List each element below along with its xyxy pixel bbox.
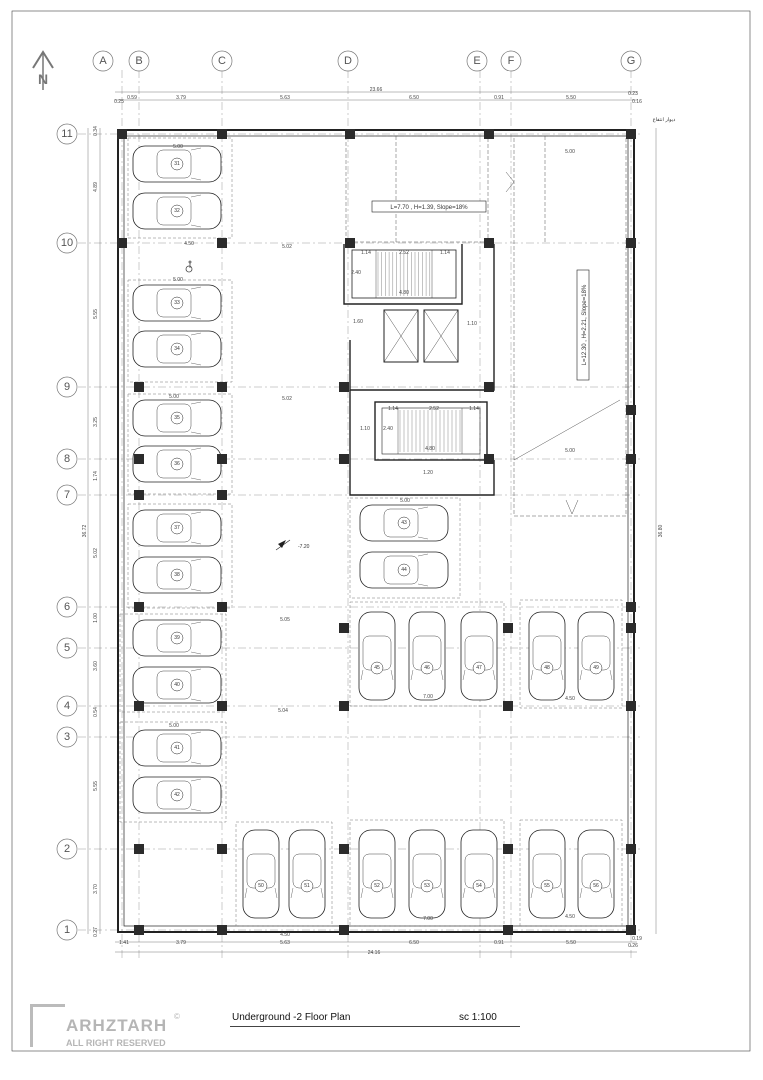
- parked-car: [578, 830, 614, 918]
- dim-bottom-segment: 5.63: [280, 940, 290, 946]
- dim-left-total: 36.72: [82, 524, 88, 538]
- parked-car: [133, 331, 221, 367]
- structural-column: [339, 925, 349, 935]
- structural-column: [217, 490, 227, 500]
- parked-car: [133, 400, 221, 436]
- grid-row-label: 8: [63, 453, 71, 465]
- inner-dimension: 1.14: [469, 406, 479, 412]
- structural-column: [134, 454, 144, 464]
- drawing-scale: sc 1:100: [459, 1012, 497, 1023]
- grid-column-label: A: [99, 55, 107, 67]
- dim-bottom-segment: 5.50: [566, 940, 576, 946]
- logo-copyright: ©: [174, 1012, 180, 1021]
- structural-column: [134, 925, 144, 935]
- dim-left-segment: 3.70: [93, 884, 99, 894]
- inner-dimension: 2.40: [351, 270, 361, 276]
- structural-column: [217, 844, 227, 854]
- inner-dimension: 4.50: [280, 932, 290, 938]
- slot-number: 48: [544, 665, 550, 671]
- inner-dimension: 1.14: [388, 406, 398, 412]
- ramp-1: [346, 136, 514, 242]
- title-underline: [230, 1026, 520, 1027]
- grid-row-label: 9: [63, 381, 71, 393]
- dim-top-segment: 6.50: [409, 95, 419, 101]
- grid-column-bubbles: [93, 51, 641, 71]
- grid-column-label: C: [218, 55, 226, 67]
- parked-car: [133, 557, 221, 593]
- parked-car: [133, 510, 221, 546]
- structural-column: [217, 129, 227, 139]
- structural-column: [503, 623, 513, 633]
- slot-number: 53: [424, 883, 430, 889]
- dim-top-segment: 3.79: [176, 95, 186, 101]
- inner-dimension: 7.00: [423, 916, 433, 922]
- parked-car: [360, 505, 448, 541]
- grid-column-label: E: [473, 55, 481, 67]
- dim-left-segment: 5.02: [93, 548, 99, 558]
- structural-column: [134, 382, 144, 392]
- dim-left-segment: 1.00: [93, 613, 99, 623]
- dim-left-segment: 0.34: [93, 126, 99, 136]
- dim-top-segment: 5.50: [566, 95, 576, 101]
- slot-number: 50: [258, 883, 264, 889]
- inner-dimension: 2.52: [399, 250, 409, 256]
- slot-number: 40: [174, 682, 180, 688]
- parked-car: [133, 730, 221, 766]
- structural-column: [339, 382, 349, 392]
- dim-top-total: 23.66: [369, 87, 383, 93]
- grid-row-bubbles: [57, 124, 77, 940]
- slot-number: 43: [401, 520, 407, 526]
- parked-car: [133, 620, 221, 656]
- inner-dimension: 5.02: [282, 396, 292, 402]
- parked-car: [409, 612, 445, 700]
- grid-column-label: D: [344, 55, 352, 67]
- inner-dimension: 5.00: [169, 394, 179, 400]
- inner-dimension: 5.04: [278, 708, 288, 714]
- dim-bottom-segment: 0.19: [632, 936, 642, 942]
- drawing-title: Underground -2 Floor Plan: [232, 1012, 351, 1023]
- structural-column: [503, 925, 513, 935]
- grid-row-label: 10: [60, 237, 74, 249]
- inner-dimension: 4.50: [184, 241, 194, 247]
- dim-top-segment: 0.16: [632, 99, 642, 105]
- inner-dimension: 5.00: [565, 149, 575, 155]
- inner-dimension: 2.52: [429, 406, 439, 412]
- dim-top-segment: 0.59: [127, 95, 137, 101]
- inner-dimension: 5.05: [280, 617, 290, 623]
- parked-car: [461, 612, 497, 700]
- structural-column: [484, 382, 494, 392]
- dim-left-segment: 4.89: [93, 182, 99, 192]
- structural-column: [117, 129, 127, 139]
- grid-row-label: 3: [63, 731, 71, 743]
- grid-column-label: G: [626, 55, 636, 67]
- parked-car: [243, 830, 279, 918]
- slot-number: 37: [174, 525, 180, 531]
- structural-column: [217, 382, 227, 392]
- inner-dimension: 2.40: [383, 426, 393, 432]
- dim-bottom-segment: 3.79: [176, 940, 186, 946]
- inner-dimension: 5.00: [173, 277, 183, 283]
- structural-column: [503, 844, 513, 854]
- slot-number: 34: [174, 346, 180, 352]
- parked-car: [133, 193, 221, 229]
- dim-bottom-segment: 6.50: [409, 940, 419, 946]
- structural-column: [484, 454, 494, 464]
- structural-column: [626, 454, 636, 464]
- structural-column: [345, 129, 355, 139]
- parked-car: [461, 830, 497, 918]
- inner-dimension: 1.20: [423, 470, 433, 476]
- dim-left-segment: 3.60: [93, 661, 99, 671]
- structural-column: [217, 602, 227, 612]
- grid-row-label: 4: [63, 700, 71, 712]
- company-logo: [30, 1002, 180, 1054]
- grid-row-label: 7: [63, 489, 71, 501]
- structural-column: [626, 602, 636, 612]
- level-mark-label: -7.20: [298, 544, 310, 550]
- structural-column: [217, 454, 227, 464]
- slot-number: 33: [174, 300, 180, 306]
- slot-number: 41: [174, 745, 180, 751]
- slot-number: 45: [374, 665, 380, 671]
- slot-number: 56: [593, 883, 599, 889]
- north-label: N: [37, 71, 49, 87]
- slot-number: 49: [593, 665, 599, 671]
- parked-car: [359, 612, 395, 700]
- inner-dimension: 4.80: [425, 446, 435, 452]
- grid-row-label: 11: [61, 128, 73, 140]
- inner-dimension: 1.10: [360, 426, 370, 432]
- parked-cars: [133, 146, 614, 918]
- structural-column: [626, 844, 636, 854]
- inner-dimension: 7.00: [423, 694, 433, 700]
- slot-number: 47: [476, 665, 482, 671]
- dim-top-segment: 0.23: [628, 91, 638, 97]
- structural-column: [626, 129, 636, 139]
- structural-column: [626, 925, 636, 935]
- parked-car: [133, 446, 221, 482]
- dim-left-segment: 5.55: [93, 309, 99, 319]
- structural-column: [339, 844, 349, 854]
- slot-number: 52: [374, 883, 380, 889]
- slot-number: 39: [174, 635, 180, 641]
- dim-left-segment: 1.74: [93, 471, 99, 481]
- inner-dimension: 4.50: [565, 914, 575, 920]
- parked-car: [360, 552, 448, 588]
- logo-mark-icon: [30, 1004, 65, 1047]
- parked-car: [529, 830, 565, 918]
- ramp-2-label: L=12.30 , H=2.21, Slope=18%: [582, 284, 588, 366]
- parked-car: [289, 830, 325, 918]
- dim-right-total: 36.80: [658, 524, 664, 538]
- parked-car: [133, 777, 221, 813]
- structural-column: [626, 623, 636, 633]
- grid-row-label: 5: [63, 642, 71, 654]
- inner-dimension: 1.60: [353, 319, 363, 325]
- inner-dimension: 1.14: [440, 250, 450, 256]
- slot-number: 46: [424, 665, 430, 671]
- inner-dimension: 1.14: [361, 250, 371, 256]
- structural-column: [339, 454, 349, 464]
- dim-top-segment: 0.25: [114, 99, 124, 105]
- structural-column: [134, 602, 144, 612]
- structural-column: [626, 405, 636, 415]
- inner-dimension: 5.00: [565, 448, 575, 454]
- dim-bottom-segment: 0.26: [628, 943, 638, 949]
- slot-number: 38: [174, 572, 180, 578]
- structural-column: [217, 701, 227, 711]
- structural-column: [503, 701, 513, 711]
- structural-column: [217, 925, 227, 935]
- structural-column: [117, 238, 127, 248]
- parked-car: [578, 612, 614, 700]
- structural-column: [339, 623, 349, 633]
- dim-bottom-segment: 1.41: [119, 940, 129, 946]
- structural-column: [134, 490, 144, 500]
- wheelchair-icon: [186, 261, 192, 272]
- structural-column: [626, 238, 636, 248]
- slot-number: 42: [174, 792, 180, 798]
- grid-column-label: F: [507, 55, 515, 67]
- logo-subtitle: ALL RIGHT RESERVED: [66, 1038, 166, 1048]
- inner-dimension: 4.50: [565, 696, 575, 702]
- slot-number: 35: [174, 415, 180, 421]
- slot-number: 54: [476, 883, 482, 889]
- parked-car: [133, 146, 221, 182]
- inner-dimension: 1.10: [467, 321, 477, 327]
- dim-bottom-segment: 0.91: [494, 940, 504, 946]
- dim-top-segment: 0.91: [494, 95, 504, 101]
- inner-dimension: 4.80: [399, 290, 409, 296]
- structural-column: [484, 129, 494, 139]
- slot-number: 31: [174, 161, 180, 167]
- parked-car: [529, 612, 565, 700]
- level-marker-icon: [276, 540, 290, 550]
- structural-column: [134, 844, 144, 854]
- inner-dimension: 5.00: [173, 144, 183, 150]
- structural-column: [339, 701, 349, 711]
- structural-column: [134, 701, 144, 711]
- slot-number: 36: [174, 461, 180, 467]
- structural-column: [345, 238, 355, 248]
- grid-row-label: 1: [63, 924, 71, 936]
- parked-car: [133, 667, 221, 703]
- dim-left-segment: 0.27: [93, 927, 99, 937]
- grid-column-label: B: [135, 55, 143, 67]
- grid-row-label: 6: [63, 601, 71, 613]
- slot-number: 55: [544, 883, 550, 889]
- dim-left-segment: 5.55: [93, 781, 99, 791]
- logo-name: ARHZTARH: [66, 1016, 168, 1035]
- structural-column: [484, 238, 494, 248]
- inner-dimension: 5.00: [169, 723, 179, 729]
- core-block: [344, 244, 494, 495]
- dim-left-segment: 0.54: [93, 707, 99, 717]
- inner-dimension: 5.02: [282, 244, 292, 250]
- parked-car: [409, 830, 445, 918]
- slot-number: 51: [304, 883, 310, 889]
- slot-number: 32: [174, 208, 180, 214]
- slot-number: 44: [401, 567, 407, 573]
- grid-row-label: 2: [63, 843, 71, 855]
- dim-left-segment: 3.25: [93, 417, 99, 427]
- north-arrow-icon: [33, 52, 53, 90]
- structural-column: [626, 701, 636, 711]
- inner-dimension: 5.00: [400, 498, 410, 504]
- persian-note: دیوار انتفاع: [652, 117, 676, 123]
- parked-car: [133, 285, 221, 321]
- structural-column: [217, 238, 227, 248]
- ramp-1-label: L=7.70 , H=1.39, Slope=18%: [390, 205, 468, 211]
- dim-bottom-total: 24.16: [367, 950, 381, 956]
- parked-car: [359, 830, 395, 918]
- dim-top-segment: 5.63: [280, 95, 290, 101]
